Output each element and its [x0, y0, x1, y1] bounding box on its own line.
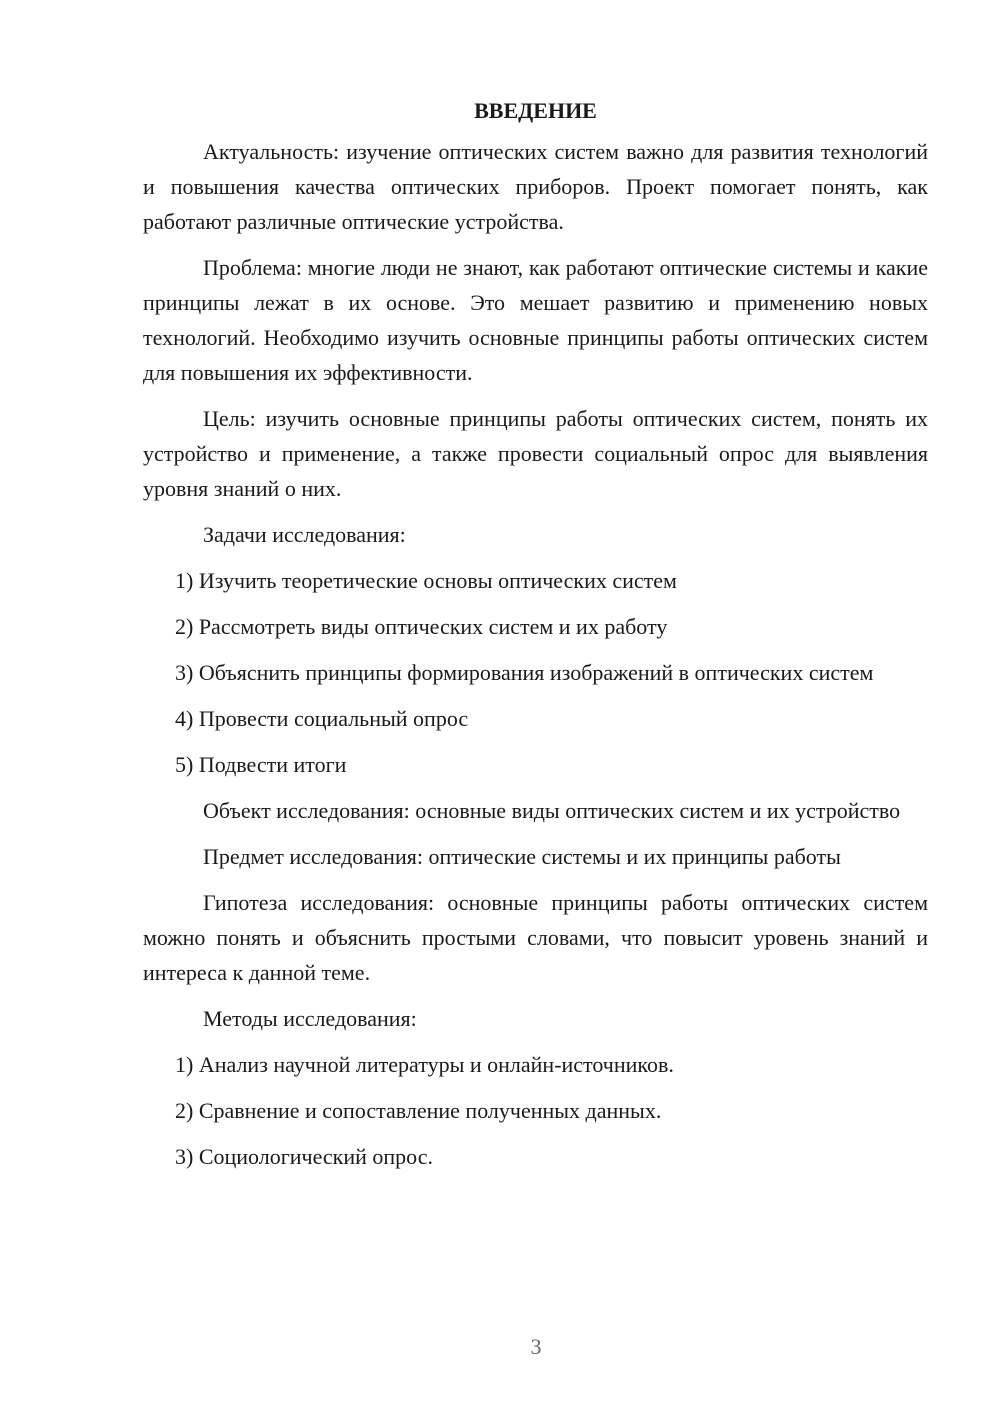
relevance-paragraph: Актуальность: изучение оптических систем важно для развития технологий и повышения качества оптических приборов. Проект помогает понять, как работают различные оптические устройства.	[143, 139, 928, 234]
problem-paragraph: Проблема: многие люди не знают, как работают оптические системы и какие принципы лежат в их основе. Это мешает развитию и применению новых технологий. Необходимо изучить основные принципы работы оптических систем для повышения их эффективности.	[143, 255, 928, 385]
task-item-4: 4) Провести социальный опрос	[175, 706, 469, 731]
task-item-1: 1) Изучить теоретические основы оптических систем	[175, 568, 677, 593]
methods-heading: Методы исследования:	[203, 1006, 417, 1031]
object-paragraph: Объект исследования: основные виды оптических систем и их устройство	[203, 798, 901, 823]
hypothesis-paragraph: Гипотеза исследования: основные принципы работы оптических систем можно понять и объяснить простыми словами, что повысит уровень знаний и интереса к данной теме.	[143, 890, 928, 985]
method-item-1: 1) Анализ научной литературы и онлайн-источников.	[175, 1052, 674, 1077]
subject-paragraph: Предмет исследования: оптические системы и их принципы работы	[203, 844, 841, 869]
page-content	[143, 93, 928, 1185]
tasks-heading: Задачи исследования:	[203, 522, 406, 547]
method-item-2: 2) Сравнение и сопоставление полученных данных.	[175, 1098, 662, 1123]
section-title: ВВЕДЕНИЕ	[474, 98, 597, 123]
task-item-3: 3) Объяснить принципы формирования изображений в оптических систем	[175, 660, 874, 685]
page-number: 3	[530, 1334, 542, 1359]
method-item-3: 3) Социологический опрос.	[175, 1144, 433, 1169]
task-item-5: 5) Подвести итоги	[175, 752, 347, 777]
goal-paragraph: Цель: изучить основные принципы работы оптических систем, понять их устройство и применение, а также провести социальный опрос для выявления уровня знаний о них.	[143, 406, 928, 501]
task-item-2: 2) Рассмотреть виды оптических систем и их работу	[175, 614, 668, 639]
